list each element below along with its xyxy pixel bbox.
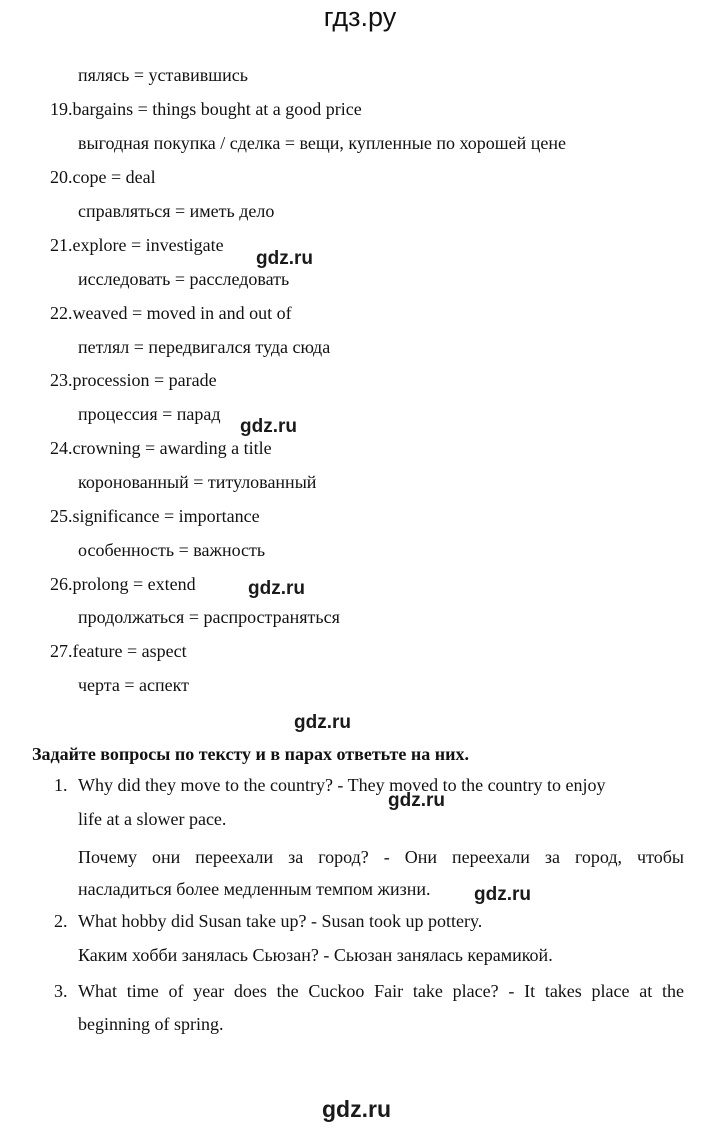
vocab-item-22-en: 22.weaved = moved in and out of <box>50 303 292 323</box>
watermark: gdz.ru <box>294 712 351 733</box>
watermark: gdz.ru <box>322 1096 391 1122</box>
question-2-en-line-1: What hobby did Susan take up? - Susan took up pottery. <box>78 911 483 931</box>
vocab-item-26-ru: продолжаться = распространяться <box>78 607 340 627</box>
question-3-en-line-1: What time of year does the Cuckoo Fair take place? - It takes place at the <box>78 981 684 1001</box>
vocab-item-25-en: 25.significance = importance <box>50 506 260 526</box>
site-header: гдз.ру <box>323 2 397 32</box>
question-1-en-line-1: Why did they move to the country? - They moved to the country to enjoy <box>78 775 606 795</box>
watermark: gdz.ru <box>240 416 297 437</box>
task-heading: Задайте вопросы по тексту и в парах ответьте на них. <box>32 744 469 764</box>
question-1-ru-line-1: Почему они переехали за город? - Они переехали за город, чтобы <box>78 847 684 867</box>
watermark: gdz.ru <box>248 578 305 599</box>
watermark: gdz.ru <box>474 884 531 905</box>
vocab-item-23-en: 23.procession = parade <box>50 370 217 390</box>
vocab-item-23-ru: процессия = парад <box>78 404 221 424</box>
vocab-item-21-ru: исследовать = расследовать <box>78 269 290 289</box>
question-1-ru-line-2: насладиться более медленным темпом жизни. <box>78 879 431 899</box>
question-3-en-line-2: beginning of spring. <box>78 1014 224 1034</box>
vocab-item-25-ru: особенность = важность <box>78 540 266 560</box>
watermark: gdz.ru <box>256 248 313 269</box>
question-3-number: 3. <box>54 981 68 1001</box>
vocab-item-19-ru: выгодная покупка / сделка = вещи, купленные по хорошей цене <box>78 133 567 153</box>
vocab-item-21-en: 21.explore = investigate <box>50 235 224 255</box>
question-2-number: 2. <box>54 911 68 931</box>
vocab-item-20-ru: справляться = иметь дело <box>78 201 275 221</box>
vocab-item-27-ru: черта = аспект <box>78 675 190 695</box>
vocab-item-24-en: 24.crowning = awarding a title <box>50 438 272 458</box>
vocab-item-27-en: 27.feature = aspect <box>50 641 187 661</box>
watermark: gdz.ru <box>388 790 445 811</box>
vocab-item-20-en: 20.cope = deal <box>50 167 156 187</box>
question-1-en-line-2: life at a slower pace. <box>78 809 227 829</box>
vocab-item-22-ru: петлял = передвигался туда сюда <box>78 337 331 357</box>
question-2-ru-line-1: Каким хобби занялась Сьюзан? - Сьюзан занялась керамикой. <box>78 945 553 965</box>
vocab-line-top: пялясь = уставившись <box>78 65 248 85</box>
vocab-item-24-ru: коронованный = титулованный <box>78 472 317 492</box>
vocab-item-19-en: 19.bargains = things bought at a good price <box>50 99 362 119</box>
vocab-item-26-en: 26.prolong = extend <box>50 574 196 594</box>
question-1-number: 1. <box>54 775 68 795</box>
